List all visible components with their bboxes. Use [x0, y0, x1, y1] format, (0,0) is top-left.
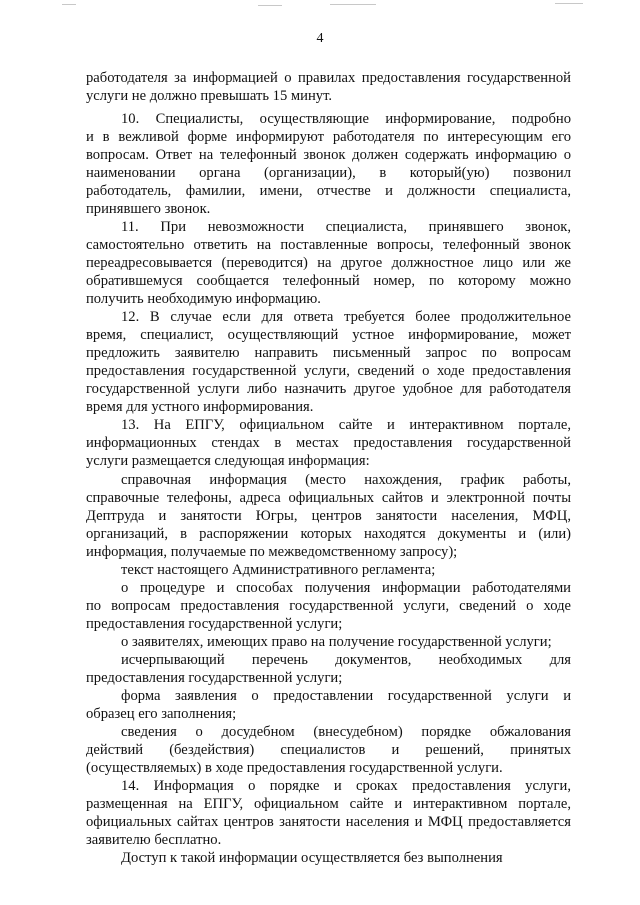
text-line: время, специалист, осуществляющий устное информирование, может: [86, 327, 571, 343]
text-line: о заявителях, имеющих право на получение государственной услуги;: [121, 634, 552, 650]
text-line: получить необходимую информацию.: [86, 291, 321, 307]
text-line: текст настоящего Административного регламента;: [121, 562, 436, 578]
text-line: услуги размещается следующая информация:: [86, 453, 370, 469]
scan-artifact: [258, 5, 282, 6]
text-line: вопросам. Ответ на телефонный звонок должен содержать информацию о: [86, 147, 571, 163]
text-line: заявителю бесплатно.: [86, 832, 222, 848]
page-number: 4: [316, 31, 324, 46]
text-line: официальных сайтах центров занятости населения и МФЦ предоставляется: [86, 814, 571, 830]
text-line: Дептруда и занятости Югры, центров занятости населения, МФЦ,: [86, 508, 571, 524]
text-line: справочные телефоны, адреса официальных сайтов и электронной почты: [86, 490, 571, 506]
text-line: 14. Информация о порядке и сроках предоставления услуги,: [121, 778, 571, 794]
text-line: время для устного информирования.: [86, 399, 314, 415]
scan-artifact: [330, 4, 376, 5]
text-line: сведения о досудебном (внесудебном) порядке обжалования: [121, 724, 571, 740]
text-line: 11. При невозможности специалиста, принявшего звонок,: [121, 219, 571, 235]
text-line: информация, получаемые по межведомственному запросу);: [86, 544, 458, 560]
scan-artifact: [62, 4, 76, 5]
text-line: предложить заявителю направить письменный запрос по вопросам: [86, 345, 571, 361]
text-line: информационных стендах в местах предоставления государственной: [86, 435, 571, 451]
text-line: размещенная на ЕПГУ, официальном сайте и интерактивном портале,: [86, 796, 571, 812]
text-line: 10. Специалисты, осуществляющие информирование, подробно: [121, 111, 571, 127]
text-line: предоставления государственной услуги, сведений о ходе предоставления: [86, 363, 571, 379]
text-line: организаций, в распоряжении которых находятся документы и (или): [86, 526, 571, 542]
text-line: переадресовывается (переводится) на другое должностное лицо или же: [86, 255, 571, 271]
text-line: форма заявления о предоставлении государственной услуги и: [121, 688, 571, 704]
text-line: предоставления государственной услуги;: [86, 670, 343, 686]
text-line: (осуществляемых) в ходе предоставления государственной услуги.: [86, 760, 503, 776]
text-line: исчерпывающий перечень документов, необходимых для: [121, 652, 571, 668]
text-line: самостоятельно ответить на поставленные вопросы, телефонный звонок: [86, 237, 571, 253]
text-line: действий (бездействия) специалистов и решений, принятых: [86, 742, 571, 758]
text-line: работодатель, фамилии, имени, отчестве и должности специалиста,: [86, 183, 571, 199]
text-line: наименовании органа (организации), в который(ую) позвонил: [86, 165, 571, 181]
text-line: принявшего звонок.: [86, 201, 211, 217]
text-line: 13. На ЕПГУ, официальном сайте и интерактивном портале,: [121, 417, 571, 433]
scan-artifact: [555, 3, 583, 4]
text-line: Доступ к такой информации осуществляется без выполнения: [121, 850, 503, 866]
text-line: работодателя за информацией о правилах предоставления государственной: [86, 70, 571, 86]
text-line: государственной услуги либо назначить другое удобное для работодателя: [86, 381, 571, 397]
text-line: о процедуре и способах получения информации работодателями: [121, 580, 571, 596]
text-line: обратившемуся сообщается телефонный номер, по которому можно: [86, 273, 571, 289]
text-line: образец его заполнения;: [86, 706, 237, 722]
text-line: 12. В случае если для ответа требуется более продолжительное: [121, 309, 571, 325]
text-line: справочная информация (место нахождения, график работы,: [121, 472, 571, 488]
text-line: услуги не должно превышать 15 минут.: [86, 88, 333, 104]
text-line: предоставления государственной услуги;: [86, 616, 343, 632]
text-line: по вопросам предоставления государственной услуги, сведений о ходе: [86, 598, 571, 614]
text-line: и в вежливой форме информируют работодателя по интересующим его: [86, 129, 571, 145]
